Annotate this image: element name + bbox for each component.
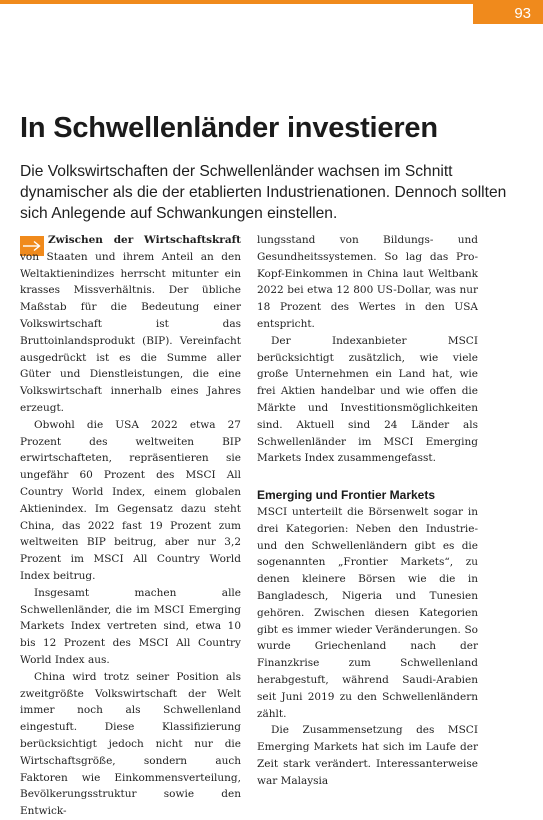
article-title: In Schwellenländer investieren: [20, 112, 438, 144]
paragraph-7: MSCI unterteilt die Börsenwelt sogar in drei Kategorien: Neben den Industrie- und den Schwellenländern gibt es die sogenannten „Frontier Markets“, zu denen kleinere Börsen wie die in Bangladesch, Nigeria und Tunesien gehören. Zwischen diesen Kategorien gibt es immer wieder Veränderungen. So wurde Griechenland nach der Finanzkrise zum Schwellenland herabgestuft, während Saudi-Arabien seit Juni 2019 zu den Schwellenländern zählt.: [257, 505, 478, 720]
page-number-tab: [473, 0, 543, 24]
article-intro: Die Volkswirtschaften der Schwellenländer wachsen im Schnitt dynamischer als die der etablierten Industrienationen. Dennoch sollten sich Anlegende auf Schwankungen einstellen.: [20, 163, 507, 222]
lead-in-bold: Zwischen der Wirtschaftskraft: [48, 234, 241, 246]
paragraph-1: [20, 232, 241, 417]
left-text-column: [20, 232, 241, 820]
right-text-column: [257, 232, 478, 790]
paragraph-5: lungsstand von Bildungs- und Gesundheitssystemen. So lag das Pro-Kopf-Einkommen in China laut Weltbank 2022 bei etwa 12 800 US-Dollar, was nur 18 Prozent des Wertes in den USA entspricht.: [257, 234, 478, 330]
paragraph-8: Die Zusammensetzung des MSCI Emerging Markets hat sich im Laufe der Zeit stark verändert. Interessanterweise war Malaysia: [257, 724, 478, 787]
section-subheading: Emerging und Frontier Markets: [257, 488, 436, 503]
paragraph-4: China wird trotz seiner Position als zweitgrößte Volkswirtschaft der Welt immer noch als Schwellenland eingestuft. Diese Klassifizierung berücksichtigt jedoch nicht nur die Wirtschaftsgröße, sondern auch Faktoren wie Einkommensverteilung, Bevölkerungsstruktur sowie den Entwick-: [20, 670, 241, 818]
page-number: 93: [514, 5, 531, 22]
paragraph-6: Der Indexanbieter MSCI berücksichtigt zusätzlich, wie viele große Unternehmen ein Land hat, wie frei Aktien handelbar und wie offen die Märkte und Investitionsmöglichkeiten sind. Aktuell sind 24 Länder als Schwellenländer im MSCI Emerging Markets Index zusammengefasst.: [257, 334, 478, 465]
top-accent-bar: [0, 0, 543, 4]
paragraph-1-text: von Staaten und ihrem Anteil an den Weltaktienindizes herrscht mitunter ein krasses Missverhältnis. Der übliche Maßstab für die Bedeutung einer Volkswirtschaft ist das Bruttoinlandsprodukt (BIP). Vereinfacht ausgedrückt ist es die Summe aller Güter und Dienstleistungen, die eine Volkswirtschaft innerhalb eines Jahres erzeugt.: [20, 250, 241, 414]
paragraph-2: Obwohl die USA 2022 etwa 27 Prozent des weltweiten BIP erwirtschafteten, repräsentieren sie ungefähr 60 Prozent des MSCI All Country World Index, einem globalen Aktienindex. Im Gegensatz dazu steht China, das 2022 fast 19 Prozent zum weltweiten BIP beitrug, aber nur 3,2 Prozent im MSCI All Country World Index beitrug.: [20, 418, 241, 582]
paragraph-3: Insgesamt machen alle Schwellenländer, die im MSCI Emerging Markets Index vertreten sind, etwa 10 bis 12 Prozent des MSCI All Country World Index aus.: [20, 586, 241, 666]
